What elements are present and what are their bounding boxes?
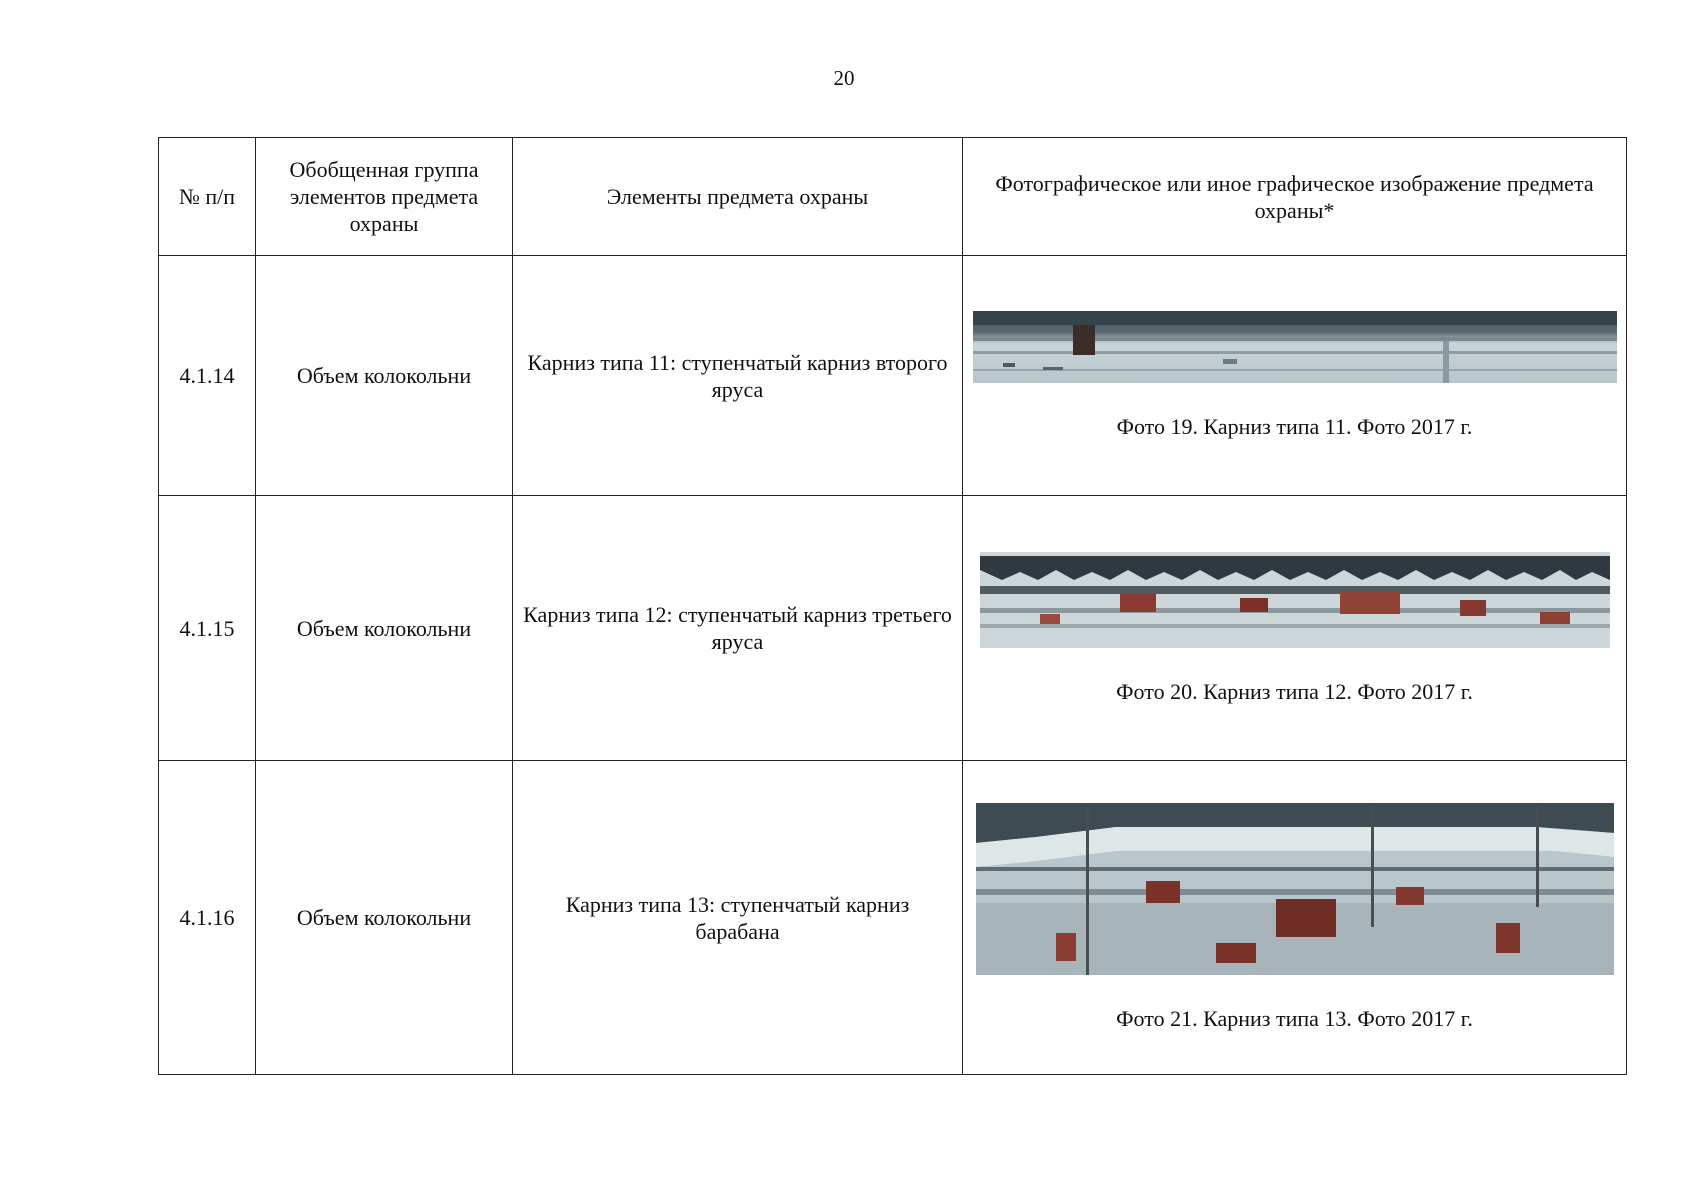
table-row xyxy=(159,761,1627,1075)
row-photo-cell xyxy=(963,256,1627,496)
row-num: 4.1.16 xyxy=(159,761,256,1075)
page-number: 20 xyxy=(833,66,855,90)
cornice-photo-20 xyxy=(980,552,1610,648)
cornice-photo-19 xyxy=(973,311,1617,383)
header-group: Обобщенная группа элементов предмета охраны xyxy=(256,138,513,256)
table-row xyxy=(159,496,1627,761)
row-element: Карниз типа 13: ступенчатый карниз барабана xyxy=(513,761,963,1075)
photo-caption: Фото 20. Карниз типа 12. Фото 2017 г. xyxy=(1116,678,1473,704)
row-element: Карниз типа 12: ступенчатый карниз третьего яруса xyxy=(513,496,963,761)
row-photo-cell xyxy=(963,761,1627,1075)
table-row xyxy=(159,256,1627,496)
row-num: 4.1.14 xyxy=(159,256,256,496)
row-num: 4.1.15 xyxy=(159,496,256,761)
header-elements: Элементы предмета охраны xyxy=(513,138,963,256)
table-header-row xyxy=(159,138,1627,256)
header-num: № п/п xyxy=(159,138,256,256)
row-group: Объем колокольни xyxy=(256,256,513,496)
row-group: Объем колокольни xyxy=(256,761,513,1075)
row-group: Объем колокольни xyxy=(256,496,513,761)
protection-elements-table xyxy=(158,137,1627,1075)
row-element: Карниз типа 11: ступенчатый карниз второго яруса xyxy=(513,256,963,496)
photo-caption: Фото 19. Карниз типа 11. Фото 2017 г. xyxy=(1116,414,1473,439)
cornice-photo-21 xyxy=(976,803,1614,975)
photo-caption: Фото 21. Карниз типа 13. Фото 2017 г. xyxy=(1116,1006,1473,1031)
row-photo-cell xyxy=(963,496,1627,761)
header-photo: Фотографическое или иное графическое изображение предмета охраны* xyxy=(963,138,1627,256)
